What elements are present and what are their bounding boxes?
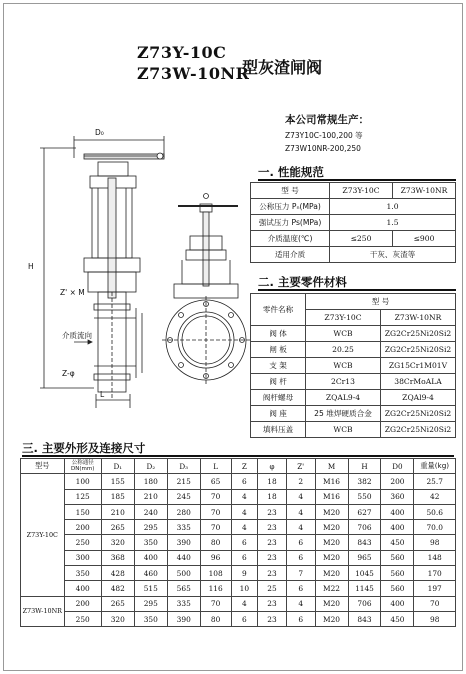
materials-row (251, 406, 456, 422)
dimensions-value-cell: M20 (315, 504, 348, 519)
dimensions-value-cell: 70.0 (414, 520, 456, 535)
spec-label: 公称压力 Pₙ(MPa) (251, 199, 330, 215)
dimensions-value-cell: 400 (381, 520, 414, 535)
spec-value: ≤900 (393, 231, 456, 247)
materials-row (251, 358, 456, 374)
dimensions-header-cell: D₃ (167, 459, 200, 474)
dimensions-value-cell: M22 (315, 581, 348, 596)
material-part-name: 阀 杆 (251, 374, 306, 390)
dimensions-value-cell: 6 (231, 474, 258, 489)
dimensions-value-cell: 6 (286, 611, 315, 626)
dimensions-value-cell: 450 (381, 535, 414, 550)
spec-header-w: Z73W-10NR (393, 183, 456, 199)
spec-header-row (251, 183, 456, 199)
dimensions-value-cell: 1145 (348, 581, 381, 596)
dimensions-row (21, 489, 456, 504)
dimensions-row (21, 611, 456, 626)
dimensions-value-cell: 98 (414, 611, 456, 626)
label-d0: D₀ (95, 128, 104, 137)
dimensions-header-cell: Z' (286, 459, 315, 474)
production-heading: 本公司常规生产： (285, 114, 369, 126)
dimensions-value-cell: M20 (315, 611, 348, 626)
dimensions-value-cell: 96 (200, 550, 231, 565)
dimensions-value-cell: 23 (258, 550, 287, 565)
dimensions-value-cell: 482 (101, 581, 134, 596)
dimensions-value-cell: 23 (258, 504, 287, 519)
spec-row (251, 247, 456, 263)
dimensions-value-cell: 70 (200, 520, 231, 535)
dimensions-value-cell: 250 (64, 535, 101, 550)
dimensions-value-cell: 320 (101, 611, 134, 626)
materials-row (251, 422, 456, 438)
materials-header-part: 零件名称 (251, 294, 306, 326)
spec-table (250, 182, 456, 263)
dimensions-value-cell: 148 (414, 550, 456, 565)
dimensions-row (21, 596, 456, 611)
material-y-value: 20.25 (306, 342, 381, 358)
dimensions-value-cell: M16 (315, 489, 348, 504)
label-l: L (100, 390, 105, 399)
spec-value: 1.5 (330, 215, 456, 231)
materials-header-row (251, 294, 456, 310)
material-y-value: 25 堆焊硬质合金 (306, 406, 381, 422)
dimensions-value-cell: 215 (167, 474, 200, 489)
dimensions-value-cell: 4 (286, 489, 315, 504)
materials-subheader-y: Z73Y-10C (306, 310, 381, 326)
dimensions-header-cell: 型号 (21, 459, 65, 474)
label-h: H (28, 262, 34, 271)
dimensions-value-cell: 23 (258, 611, 287, 626)
material-y-value: WCB (306, 326, 381, 342)
material-w-value: ZG2Cr25Ni20Si2 (381, 422, 456, 438)
dimensions-value-cell: 10 (231, 581, 258, 596)
dimensions-value-cell: 65 (200, 474, 231, 489)
dimensions-value-cell: 4 (286, 504, 315, 519)
dimensions-value-cell: 150 (64, 504, 101, 519)
dimensions-value-cell: 360 (381, 489, 414, 504)
dimensions-value-cell: 460 (134, 566, 167, 581)
production-line-1: Z73Y10C-100,200 等 (285, 131, 363, 140)
dimensions-header-cell: 重量(kg) (414, 459, 456, 474)
material-part-name: 填料压盖 (251, 422, 306, 438)
dimensions-value-cell: M16 (315, 474, 348, 489)
label-flow: 介质流向 (62, 331, 92, 340)
dimensions-value-cell: 265 (101, 520, 134, 535)
dimensions-row (21, 581, 456, 596)
section1-title: 一. 性能规范 (258, 165, 324, 179)
dimensions-value-cell: 706 (348, 596, 381, 611)
spec-label: 强试压力 Ps(MPa) (251, 215, 330, 231)
dimensions-value-cell: 98 (414, 535, 456, 550)
dimensions-value-cell: 250 (64, 611, 101, 626)
dimensions-value-cell: 627 (348, 504, 381, 519)
dimensions-value-cell: 560 (381, 581, 414, 596)
dimensions-value-cell: M20 (315, 550, 348, 565)
material-w-value: ZG2Cr25Ni20Si2 (381, 406, 456, 422)
dimensions-value-cell: 185 (101, 489, 134, 504)
dimensions-value-cell: 50.6 (414, 504, 456, 519)
dimensions-header-cell: D₁ (101, 459, 134, 474)
dimensions-model-cell: Z73W-10NR (21, 596, 65, 627)
dimensions-value-cell: 70 (200, 504, 231, 519)
spec-value: 干灰、灰渣等 (330, 247, 456, 263)
dimensions-value-cell: 23 (258, 520, 287, 535)
dimensions-value-cell: 4 (286, 520, 315, 535)
dimensions-value-cell: 6 (231, 535, 258, 550)
material-w-value: ZG2Cr25Ni20Si2 (381, 326, 456, 342)
dimensions-value-cell: 382 (348, 474, 381, 489)
dimensions-value-cell: 265 (101, 596, 134, 611)
dimensions-row (21, 474, 456, 489)
dimensions-value-cell: 320 (101, 535, 134, 550)
dimensions-value-cell: 400 (64, 581, 101, 596)
dimensions-value-cell: 280 (167, 504, 200, 519)
dimensions-value-cell: 350 (134, 535, 167, 550)
dimensions-value-cell: 42 (414, 489, 456, 504)
material-w-value: ZQAl9-4 (381, 390, 456, 406)
dimensions-value-cell: 6 (286, 581, 315, 596)
dimensions-value-cell: 170 (414, 566, 456, 581)
dimensions-value-cell: 400 (381, 596, 414, 611)
dimensions-value-cell: 18 (258, 474, 287, 489)
material-part-name: 支 架 (251, 358, 306, 374)
dimensions-value-cell: 390 (167, 611, 200, 626)
dimensions-value-cell: 4 (231, 489, 258, 504)
materials-row (251, 390, 456, 406)
dimensions-value-cell: 200 (64, 596, 101, 611)
dimensions-value-cell: M20 (315, 566, 348, 581)
dimensions-row (21, 520, 456, 535)
dimensions-value-cell: 70 (200, 489, 231, 504)
dimensions-value-cell: 440 (167, 550, 200, 565)
dimensions-value-cell: 6 (231, 550, 258, 565)
materials-subheader-w: Z73W-10NR (381, 310, 456, 326)
dimensions-value-cell: 2 (286, 474, 315, 489)
spec-value: ≤250 (330, 231, 393, 247)
dimensions-value-cell: 500 (167, 566, 200, 581)
dimensions-value-cell: 180 (134, 474, 167, 489)
dimensions-value-cell: 6 (286, 550, 315, 565)
material-y-value: WCB (306, 422, 381, 438)
dimensions-value-cell: 6 (231, 611, 258, 626)
dimensions-value-cell: 197 (414, 581, 456, 596)
dimensions-header-cell: D₂ (134, 459, 167, 474)
dimensions-value-cell: 4 (231, 520, 258, 535)
dimensions-value-cell: 390 (167, 535, 200, 550)
dimensions-value-cell: 116 (200, 581, 231, 596)
dimensions-value-cell: 155 (101, 474, 134, 489)
dimensions-value-cell: 125 (64, 489, 101, 504)
dimensions-header-cell: Z (231, 459, 258, 474)
section1-rule (258, 179, 456, 181)
dimensions-header-cell: H (348, 459, 381, 474)
title-model-1: Z73Y-10C (137, 43, 227, 62)
spec-value: 1.0 (330, 199, 456, 215)
dimensions-value-cell: 300 (64, 550, 101, 565)
dimensions-value-cell: 295 (134, 520, 167, 535)
dimensions-model-cell: Z73Y-10C (21, 474, 65, 596)
dimensions-value-cell: 200 (381, 474, 414, 489)
dimensions-value-cell: 80 (200, 611, 231, 626)
spec-header-model: 型 号 (251, 183, 330, 199)
dimensions-header-cell: L (200, 459, 231, 474)
dimensions-value-cell: 23 (258, 535, 287, 550)
materials-table (250, 293, 456, 438)
dimensions-value-cell: 450 (381, 611, 414, 626)
dimensions-header-row (21, 459, 456, 474)
dimensions-value-cell: 18 (258, 489, 287, 504)
spec-row (251, 231, 456, 247)
dimensions-row (21, 550, 456, 565)
dimensions-value-cell: 843 (348, 535, 381, 550)
material-part-name: 阀 体 (251, 326, 306, 342)
materials-row (251, 326, 456, 342)
dimensions-value-cell: 4 (231, 504, 258, 519)
material-part-name: 阀杆螺母 (251, 390, 306, 406)
dimensions-value-cell: 70 (414, 596, 456, 611)
dimensions-value-cell: 350 (134, 611, 167, 626)
valve-drawing (14, 118, 250, 418)
dimensions-value-cell: 400 (381, 504, 414, 519)
spec-label: 适用介质 (251, 247, 330, 263)
dimensions-value-cell: M20 (315, 520, 348, 535)
materials-row (251, 342, 456, 358)
section3-rule (22, 455, 454, 457)
material-y-value: 2Cr13 (306, 374, 381, 390)
dimensions-value-cell: M20 (315, 535, 348, 550)
dimensions-value-cell: 9 (231, 566, 258, 581)
production-line-2: Z73W10NR-200,250 (285, 144, 361, 153)
dimensions-value-cell: M20 (315, 596, 348, 611)
dimensions-value-cell: 6 (286, 535, 315, 550)
dimensions-value-cell: 560 (381, 566, 414, 581)
dimensions-value-cell: 240 (134, 504, 167, 519)
label-z-m: Z' × M (60, 288, 85, 297)
spec-row (251, 199, 456, 215)
dimensions-value-cell: 1045 (348, 566, 381, 581)
dimensions-value-cell: 210 (134, 489, 167, 504)
dimensions-value-cell: 565 (167, 581, 200, 596)
dimensions-value-cell: 25 (258, 581, 287, 596)
material-w-value: ZG15Cr1M01V (381, 358, 456, 374)
materials-row (251, 374, 456, 390)
section3-title: 三. 主要外形及连接尺寸 (22, 441, 146, 455)
dimensions-value-cell: 368 (101, 550, 134, 565)
section2-rule (258, 289, 456, 291)
title-model-2: Z73W-10NR (137, 64, 250, 83)
dimensions-value-cell: 706 (348, 520, 381, 535)
dimensions-row (21, 504, 456, 519)
dimensions-header-cell: M (315, 459, 348, 474)
dimensions-row (21, 566, 456, 581)
dimensions-value-cell: 515 (134, 581, 167, 596)
dimensions-value-cell: 335 (167, 596, 200, 611)
section2-title: 二. 主要零件材料 (258, 275, 347, 289)
dimensions-value-cell: 335 (167, 520, 200, 535)
material-y-value: ZQAL9-4 (306, 390, 381, 406)
material-y-value: WCB (306, 358, 381, 374)
dimensions-value-cell: 400 (134, 550, 167, 565)
dimensions-value-cell: 550 (348, 489, 381, 504)
spec-label: 介质温度(℃) (251, 231, 330, 247)
material-part-name: 阀 座 (251, 406, 306, 422)
dimensions-value-cell: 4 (231, 596, 258, 611)
dimensions-value-cell: 245 (167, 489, 200, 504)
spec-row (251, 215, 456, 231)
dimensions-value-cell: 4 (286, 596, 315, 611)
dimensions-value-cell: 350 (64, 566, 101, 581)
spec-header-y: Z73Y-10C (330, 183, 393, 199)
dimensions-row (21, 535, 456, 550)
dimensions-value-cell: 108 (200, 566, 231, 581)
material-w-value: 38CrMoALA (381, 374, 456, 390)
dimensions-value-cell: 560 (381, 550, 414, 565)
dimensions-header-cell: φ (258, 459, 287, 474)
dimensions-value-cell: 965 (348, 550, 381, 565)
label-z-phi: Z-φ (62, 369, 75, 378)
material-w-value: ZG2Cr25Ni20Si2 (381, 342, 456, 358)
dimensions-value-cell: 210 (101, 504, 134, 519)
dimensions-value-cell: 428 (101, 566, 134, 581)
dimensions-value-cell: 843 (348, 611, 381, 626)
dimensions-value-cell: 200 (64, 520, 101, 535)
dimensions-value-cell: 23 (258, 596, 287, 611)
dimensions-value-cell: 100 (64, 474, 101, 489)
materials-header-model: 型 号 (306, 294, 456, 310)
dimensions-header-cell: 公称通径 DN(mm) (64, 459, 101, 474)
dimensions-value-cell: 70 (200, 596, 231, 611)
dimensions-header-cell: D0 (381, 459, 414, 474)
dimensions-value-cell: 25.7 (414, 474, 456, 489)
title-name: 型灰渣闸阀 (242, 58, 323, 77)
dimensions-value-cell: 23 (258, 566, 287, 581)
material-part-name: 闸 板 (251, 342, 306, 358)
dimensions-table (20, 458, 456, 627)
dimensions-value-cell: 295 (134, 596, 167, 611)
dimensions-value-cell: 7 (286, 566, 315, 581)
dimensions-value-cell: 80 (200, 535, 231, 550)
